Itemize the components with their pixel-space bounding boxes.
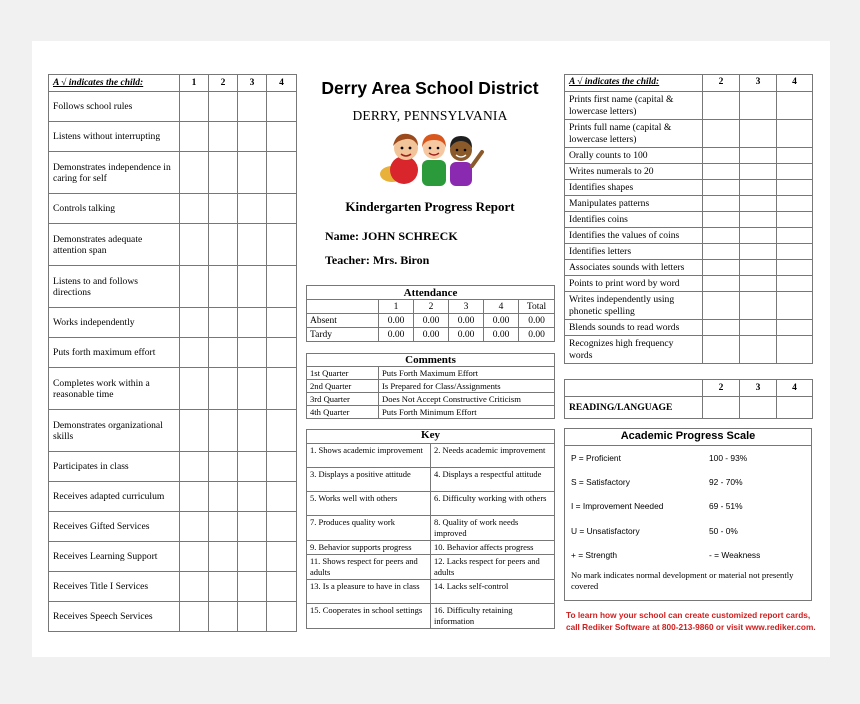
check-cell bbox=[209, 224, 238, 266]
comment-text: Does Not Accept Constructive Criticism bbox=[379, 393, 555, 406]
key-row bbox=[307, 516, 555, 541]
check-cell bbox=[703, 336, 740, 364]
check-cell bbox=[209, 542, 238, 572]
behavior-row bbox=[49, 482, 297, 512]
check-cell bbox=[777, 196, 813, 212]
attendance-value: 0.00 bbox=[519, 314, 555, 328]
check-cell bbox=[703, 292, 740, 320]
period-header: 4 bbox=[777, 380, 813, 397]
check-cell bbox=[209, 368, 238, 410]
check-cell bbox=[267, 512, 297, 542]
check-cell bbox=[703, 92, 740, 120]
skill-row bbox=[565, 228, 813, 244]
academic-skills-table bbox=[564, 74, 813, 364]
check-cell bbox=[777, 260, 813, 276]
skill-label: Prints full name (capital & lowercase letters) bbox=[565, 120, 703, 148]
check-cell bbox=[777, 148, 813, 164]
check-cell bbox=[740, 320, 777, 336]
check-cell bbox=[777, 320, 813, 336]
behavior-label: Receives Learning Support bbox=[49, 542, 180, 572]
skill-row bbox=[565, 180, 813, 196]
attendance-row-absent bbox=[307, 314, 555, 328]
check-cell bbox=[267, 452, 297, 482]
scale-row bbox=[564, 445, 812, 470]
key-table bbox=[306, 429, 555, 629]
behavior-row bbox=[49, 512, 297, 542]
check-cell bbox=[703, 276, 740, 292]
key-item: 2. Needs academic improvement bbox=[431, 444, 555, 468]
check-cell bbox=[777, 244, 813, 260]
check-cell bbox=[703, 260, 740, 276]
promo-line: call Rediker Software at 800-213-9860 or visit www.rediker.com. bbox=[566, 621, 816, 632]
comment-quarter: 2nd Quarter bbox=[307, 380, 379, 393]
behavior-row bbox=[49, 308, 297, 338]
scale-range: 50 - 0% bbox=[709, 525, 738, 536]
check-cell bbox=[180, 482, 209, 512]
scale-row bbox=[564, 494, 812, 519]
check-cell bbox=[777, 120, 813, 148]
check-cell bbox=[740, 180, 777, 196]
skill-label: Writes independently using phonetic spelling bbox=[565, 292, 703, 320]
check-cell bbox=[238, 410, 267, 452]
report-title: Kindergarten Progress Report bbox=[345, 199, 515, 214]
behavior-label: Receives Title I Services bbox=[49, 572, 180, 602]
behavior-row bbox=[49, 602, 297, 632]
skill-label: Orally counts to 100 bbox=[565, 148, 703, 164]
check-cell bbox=[238, 368, 267, 410]
check-cell bbox=[740, 336, 777, 364]
check-cell bbox=[209, 482, 238, 512]
skill-label: Blends sounds to read words bbox=[565, 320, 703, 336]
scale-range: 92 - 70% bbox=[709, 476, 743, 487]
check-cell bbox=[267, 572, 297, 602]
attendance-value: 0.00 bbox=[379, 328, 414, 342]
check-cell bbox=[180, 602, 209, 632]
check-cell bbox=[238, 122, 267, 152]
skill-label: Associates sounds with letters bbox=[565, 260, 703, 276]
check-cell bbox=[238, 194, 267, 224]
check-cell bbox=[238, 542, 267, 572]
check-cell bbox=[209, 308, 238, 338]
key-row bbox=[307, 468, 555, 492]
skill-row bbox=[565, 196, 813, 212]
check-cell bbox=[740, 148, 777, 164]
comment-quarter: 3rd Quarter bbox=[307, 393, 379, 406]
check-cell bbox=[777, 336, 813, 364]
behavior-header-label: A √ indicates the child: bbox=[49, 75, 180, 92]
check-cell bbox=[180, 572, 209, 602]
check-cell bbox=[703, 180, 740, 196]
attendance-row-tardy bbox=[307, 328, 555, 342]
attendance-value: 0.00 bbox=[414, 328, 449, 342]
key-row bbox=[307, 580, 555, 604]
check-cell bbox=[238, 452, 267, 482]
check-cell bbox=[209, 512, 238, 542]
behavior-label: Demonstrates organizational skills bbox=[49, 410, 180, 452]
period-header: 2 bbox=[703, 75, 740, 92]
behavior-label: Participates in class bbox=[49, 452, 180, 482]
key-item: 8. Quality of work needs improved bbox=[431, 516, 555, 541]
skill-row bbox=[565, 120, 813, 148]
comment-row bbox=[307, 406, 555, 419]
scale-range: 69 - 51% bbox=[709, 501, 743, 512]
behavior-label: Works independently bbox=[49, 308, 180, 338]
key-item: 10. Behavior affects progress bbox=[431, 541, 555, 555]
behavior-row bbox=[49, 452, 297, 482]
check-cell bbox=[740, 276, 777, 292]
check-cell bbox=[267, 482, 297, 512]
check-cell bbox=[180, 452, 209, 482]
check-cell bbox=[238, 512, 267, 542]
behavior-row bbox=[49, 368, 297, 410]
period-header: 3 bbox=[740, 380, 777, 397]
check-cell bbox=[209, 452, 238, 482]
key-row bbox=[307, 541, 555, 555]
attendance-column-header: 3 bbox=[449, 300, 484, 314]
check-cell bbox=[238, 482, 267, 512]
check-cell bbox=[238, 152, 267, 194]
comment-row bbox=[307, 393, 555, 406]
check-cell bbox=[180, 92, 209, 122]
key-item: 9. Behavior supports progress bbox=[307, 541, 431, 555]
check-cell bbox=[703, 164, 740, 180]
check-cell bbox=[740, 164, 777, 180]
key-item: 14. Lacks self-control bbox=[431, 580, 555, 604]
child-right bbox=[450, 136, 482, 186]
check-cell bbox=[740, 260, 777, 276]
check-cell bbox=[267, 194, 297, 224]
student-name: Name: JOHN SCHRECK bbox=[325, 229, 458, 243]
check-cell bbox=[180, 224, 209, 266]
check-cell bbox=[209, 122, 238, 152]
grade-cell bbox=[703, 397, 740, 419]
check-cell bbox=[238, 266, 267, 308]
attendance-value: 0.00 bbox=[519, 328, 555, 342]
behavior-row bbox=[49, 572, 297, 602]
skill-label: Identifies coins bbox=[565, 212, 703, 228]
key-item: 15. Cooperates in school settings bbox=[307, 604, 431, 629]
key-item: 3. Displays a positive attitude bbox=[307, 468, 431, 492]
behavior-row bbox=[49, 338, 297, 368]
check-cell bbox=[267, 410, 297, 452]
check-cell bbox=[238, 224, 267, 266]
period-header: 4 bbox=[267, 75, 297, 92]
scale-range: 100 - 93% bbox=[709, 452, 748, 463]
key-item: 6. Difficulty working with others bbox=[431, 492, 555, 516]
behavior-row bbox=[49, 152, 297, 194]
check-cell bbox=[267, 122, 297, 152]
reading-label: READING/LANGUAGE bbox=[565, 397, 703, 419]
comments-title: Comments bbox=[307, 354, 555, 367]
check-cell bbox=[180, 122, 209, 152]
key-row bbox=[307, 444, 555, 468]
behavior-label: Receives adapted curriculum bbox=[49, 482, 180, 512]
check-cell bbox=[180, 410, 209, 452]
check-cell bbox=[777, 228, 813, 244]
reading-header-row bbox=[565, 380, 813, 397]
scale-row bbox=[564, 543, 812, 568]
behavior-row bbox=[49, 266, 297, 308]
check-cell bbox=[209, 152, 238, 194]
check-cell bbox=[740, 244, 777, 260]
skill-row bbox=[565, 260, 813, 276]
check-cell bbox=[740, 196, 777, 212]
attendance-column-header: Total bbox=[519, 300, 555, 314]
scale-row bbox=[564, 519, 812, 544]
behavior-label: Follows school rules bbox=[49, 92, 180, 122]
skill-label: Writes numerals to 20 bbox=[565, 164, 703, 180]
check-cell bbox=[267, 542, 297, 572]
check-cell bbox=[180, 152, 209, 194]
attendance-table bbox=[306, 285, 555, 342]
comments-table bbox=[306, 353, 555, 419]
check-cell bbox=[267, 368, 297, 410]
skill-row bbox=[565, 244, 813, 260]
grade-cell bbox=[777, 397, 813, 419]
attendance-column-header: 1 bbox=[379, 300, 414, 314]
comment-text: Puts Forth Maximum Effort bbox=[379, 367, 555, 380]
key-item: 7. Produces quality work bbox=[307, 516, 431, 541]
reading-corner-cell bbox=[565, 380, 703, 397]
key-item: 12. Lacks respect for peers and adults bbox=[431, 555, 555, 580]
comment-quarter: 4th Quarter bbox=[307, 406, 379, 419]
key-row bbox=[307, 604, 555, 629]
skill-label: Identifies letters bbox=[565, 244, 703, 260]
key-row bbox=[307, 555, 555, 580]
skill-row bbox=[565, 276, 813, 292]
check-cell bbox=[777, 292, 813, 320]
behavior-header-row bbox=[49, 75, 297, 92]
check-cell bbox=[740, 120, 777, 148]
comment-text: Is Prepared for Class/Assignments bbox=[379, 380, 555, 393]
behavior-label: Receives Gifted Services bbox=[49, 512, 180, 542]
check-cell bbox=[267, 602, 297, 632]
check-cell bbox=[777, 212, 813, 228]
check-cell bbox=[209, 92, 238, 122]
check-cell bbox=[180, 512, 209, 542]
attendance-column-header: 2 bbox=[414, 300, 449, 314]
check-cell bbox=[777, 180, 813, 196]
skill-label: Points to print word by word bbox=[565, 276, 703, 292]
check-cell bbox=[777, 276, 813, 292]
check-cell bbox=[740, 292, 777, 320]
check-cell bbox=[180, 308, 209, 338]
behavior-row bbox=[49, 224, 297, 266]
rediker-promo bbox=[566, 610, 816, 633]
behavior-label: Puts forth maximum effort bbox=[49, 338, 180, 368]
check-cell bbox=[267, 224, 297, 266]
attendance-value: 0.00 bbox=[449, 314, 484, 328]
reading-row bbox=[565, 397, 813, 419]
check-cell bbox=[703, 120, 740, 148]
promo-line: To learn how your school can create customized report cards, bbox=[566, 610, 811, 620]
scale-grade: S = Satisfactory bbox=[571, 476, 630, 487]
check-cell bbox=[238, 572, 267, 602]
check-cell bbox=[740, 228, 777, 244]
skill-label: Prints first name (capital & lowercase letters) bbox=[565, 92, 703, 120]
check-cell bbox=[209, 266, 238, 308]
scale-grade: + = Strength bbox=[571, 550, 618, 561]
behavior-label: Completes work within a reasonable time bbox=[49, 368, 180, 410]
grade-cell bbox=[740, 397, 777, 419]
check-cell bbox=[740, 92, 777, 120]
attendance-row-label: Tardy bbox=[307, 328, 379, 342]
skill-label: Identifies shapes bbox=[565, 180, 703, 196]
skill-row bbox=[565, 164, 813, 180]
attendance-header-row bbox=[307, 300, 555, 314]
check-cell bbox=[267, 308, 297, 338]
attendance-title: Attendance bbox=[307, 286, 555, 300]
skill-row bbox=[565, 336, 813, 364]
check-cell bbox=[777, 92, 813, 120]
check-cell bbox=[703, 320, 740, 336]
skill-label: Identifies the values of coins bbox=[565, 228, 703, 244]
check-cell bbox=[209, 194, 238, 224]
skill-row bbox=[565, 148, 813, 164]
behavior-label: Controls talking bbox=[49, 194, 180, 224]
key-item: 4. Displays a respectful attitude bbox=[431, 468, 555, 492]
scale-row bbox=[564, 470, 812, 495]
check-cell bbox=[238, 308, 267, 338]
check-cell bbox=[180, 194, 209, 224]
check-cell bbox=[180, 338, 209, 368]
check-cell bbox=[267, 266, 297, 308]
key-item: 16. Difficulty retaining information bbox=[431, 604, 555, 629]
skills-header-row bbox=[565, 75, 813, 92]
key-title: Key bbox=[307, 430, 555, 444]
key-item: 5. Works well with others bbox=[307, 492, 431, 516]
academic-progress-scale bbox=[564, 428, 812, 602]
behavior-label: Receives Speech Services bbox=[49, 602, 180, 632]
attendance-row-label: Absent bbox=[307, 314, 379, 328]
period-header: 4 bbox=[777, 75, 813, 92]
attendance-column-header: 4 bbox=[484, 300, 519, 314]
children-clipart-image bbox=[378, 128, 488, 190]
scale-grade: P = Proficient bbox=[571, 452, 621, 463]
check-cell bbox=[703, 212, 740, 228]
reading-language-table bbox=[564, 379, 813, 419]
behavior-row bbox=[49, 122, 297, 152]
attendance-value: 0.00 bbox=[379, 314, 414, 328]
skill-row bbox=[565, 292, 813, 320]
check-cell bbox=[209, 410, 238, 452]
key-item: 11. Shows respect for peers and adults bbox=[307, 555, 431, 580]
check-cell bbox=[209, 572, 238, 602]
behavior-checklist-table bbox=[48, 74, 297, 632]
period-header: 3 bbox=[740, 75, 777, 92]
period-header: 2 bbox=[209, 75, 238, 92]
scale-note: No mark indicates normal development or material not presently covered bbox=[571, 569, 794, 591]
check-cell bbox=[267, 338, 297, 368]
check-cell bbox=[740, 212, 777, 228]
attendance-value: 0.00 bbox=[414, 314, 449, 328]
behavior-label: Demonstrates adequate attention span bbox=[49, 224, 180, 266]
behavior-label: Listens to and follows directions bbox=[49, 266, 180, 308]
behavior-label: Listens without interrupting bbox=[49, 122, 180, 152]
comment-row bbox=[307, 367, 555, 380]
behavior-row bbox=[49, 410, 297, 452]
check-cell bbox=[703, 196, 740, 212]
skill-row bbox=[565, 92, 813, 120]
check-cell bbox=[238, 602, 267, 632]
teacher-name: Teacher: Mrs. Biron bbox=[325, 253, 430, 267]
behavior-row bbox=[49, 194, 297, 224]
check-cell bbox=[209, 602, 238, 632]
attendance-corner-cell bbox=[307, 300, 379, 314]
scale-grade: U = Unsatisfactory bbox=[571, 525, 640, 536]
comment-text: Puts Forth Minimum Effort bbox=[379, 406, 555, 419]
check-cell bbox=[180, 368, 209, 410]
check-cell bbox=[267, 92, 297, 122]
skills-header-label: A √ indicates the child: bbox=[565, 75, 703, 92]
period-header: 2 bbox=[703, 380, 740, 397]
check-cell bbox=[209, 338, 238, 368]
check-cell bbox=[238, 338, 267, 368]
skill-label: Manipulates patterns bbox=[565, 196, 703, 212]
check-cell bbox=[703, 228, 740, 244]
child-middle bbox=[422, 134, 446, 186]
period-header: 3 bbox=[238, 75, 267, 92]
period-header: 1 bbox=[180, 75, 209, 92]
attendance-value: 0.00 bbox=[484, 328, 519, 342]
check-cell bbox=[180, 266, 209, 308]
attendance-value: 0.00 bbox=[449, 328, 484, 342]
school-city: DERRY, PENNSYLVANIA bbox=[352, 108, 508, 123]
scale-range: - = Weakness bbox=[709, 550, 761, 561]
child-left bbox=[380, 134, 418, 184]
key-item: 1. Shows academic improvement bbox=[307, 444, 431, 468]
check-cell bbox=[703, 244, 740, 260]
scale-grade: I = Improvement Needed bbox=[571, 501, 664, 512]
scale-title: Academic Progress Scale bbox=[564, 428, 812, 445]
skill-row bbox=[565, 320, 813, 336]
comment-row bbox=[307, 380, 555, 393]
skill-row bbox=[565, 212, 813, 228]
check-cell bbox=[238, 92, 267, 122]
check-cell bbox=[267, 152, 297, 194]
behavior-row bbox=[49, 542, 297, 572]
scale-note-row bbox=[564, 568, 812, 602]
check-cell bbox=[703, 148, 740, 164]
check-cell bbox=[180, 542, 209, 572]
attendance-value: 0.00 bbox=[484, 314, 519, 328]
behavior-label: Demonstrates independence in caring for self bbox=[49, 152, 180, 194]
behavior-row bbox=[49, 92, 297, 122]
skill-label: Recognizes high frequency words bbox=[565, 336, 703, 364]
key-row bbox=[307, 492, 555, 516]
school-district-title: Derry Area School District bbox=[321, 78, 539, 98]
comment-quarter: 1st Quarter bbox=[307, 367, 379, 380]
key-item: 13. Is a pleasure to have in class bbox=[307, 580, 431, 604]
check-cell bbox=[777, 164, 813, 180]
